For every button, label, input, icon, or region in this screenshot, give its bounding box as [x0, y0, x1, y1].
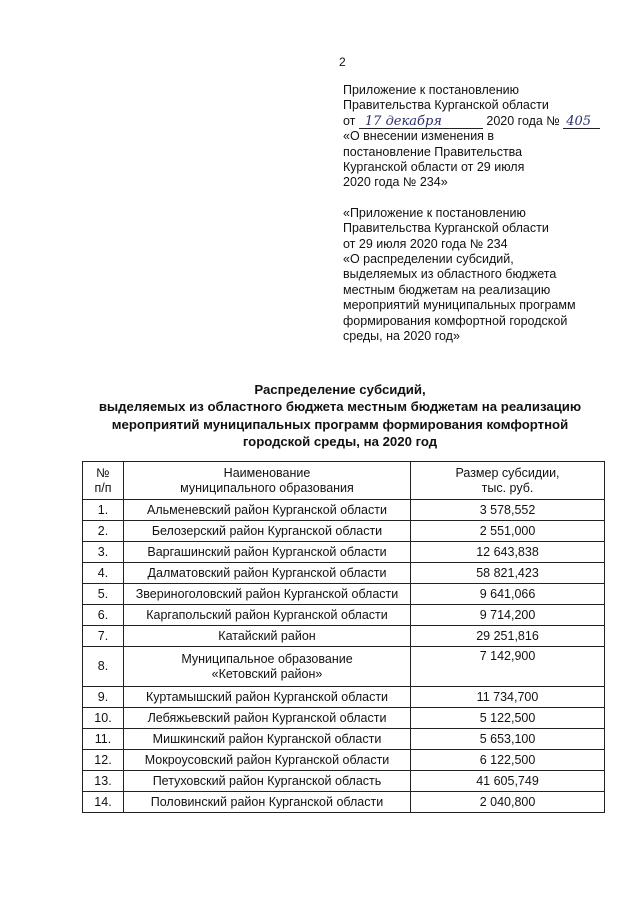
row-amount: 58 821,423 [411, 563, 605, 584]
appendix-date-line [343, 114, 613, 129]
table-row [83, 584, 605, 605]
header-number-line-2: п/п [94, 480, 112, 495]
row-amount: 41 605,749 [411, 771, 605, 792]
handwritten-date: 17 декабря [359, 115, 483, 129]
appendix-line-6: Курганской области от 29 июля [343, 160, 525, 175]
row-name: Каргапольский район Курганской области [124, 605, 411, 626]
row-name: Лебяжьевский район Курганской области [124, 708, 411, 729]
row-number: 1. [83, 500, 124, 521]
table-row [83, 542, 605, 563]
table-header-row [83, 462, 605, 500]
heading-line-4: городской среды, на 2020 год [242, 433, 438, 449]
row-amount: 6 122,500 [411, 750, 605, 771]
row-amount: 5 122,500 [411, 708, 605, 729]
row-number: 2. [83, 521, 124, 542]
row-number: 13. [83, 771, 124, 792]
table-row [83, 729, 605, 750]
row-amount: 2 551,000 [411, 521, 605, 542]
header-number-line-1: № [96, 465, 110, 480]
header-amount [411, 462, 605, 500]
appendix-line-4: «О внесении изменения в [343, 129, 495, 144]
original-appendix-line-2: Правительства Курганской области [343, 221, 549, 236]
row-name: Звериноголовский район Курганской области [124, 584, 411, 605]
appendix-block [343, 83, 613, 345]
row-name [124, 647, 411, 687]
row-amount: 29 251,816 [411, 626, 605, 647]
row-number: 4. [83, 563, 124, 584]
row-name: Половинский район Курганской области [124, 792, 411, 813]
row-name: Мишкинский район Курганской области [124, 729, 411, 750]
heading-line-1: Распределение субсидий, [254, 382, 426, 397]
original-appendix-line-9: среды, на 2020 год» [343, 329, 460, 344]
row-name-line-2: «Кетовский район» [211, 666, 323, 681]
row-amount: 7 142,900 [411, 647, 605, 687]
row-number: 7. [83, 626, 124, 647]
row-name: Куртамышский район Курганской области [124, 687, 411, 708]
header-amount-line-1: Размер субсидии, [455, 465, 560, 480]
row-name: Катайский район [124, 626, 411, 647]
table-row [83, 647, 605, 687]
original-appendix-line-6: местным бюджетам на реализацию [343, 282, 551, 297]
row-number: 11. [83, 729, 124, 750]
table-row [83, 521, 605, 542]
table-row [83, 792, 605, 813]
row-amount: 9 641,066 [411, 584, 605, 605]
header-name-line-2: муниципального образования [180, 480, 354, 495]
appendix-line-5: постановление Правительства [343, 144, 523, 159]
original-appendix-line-1: «Приложение к постановлению [343, 205, 526, 220]
date-prefix: от [343, 113, 356, 128]
row-amount: 12 643,838 [411, 542, 605, 563]
document-heading [60, 381, 620, 450]
row-name: Далматовский район Курганской области [124, 563, 411, 584]
appendix-line-2: Правительства Курганской области [343, 98, 549, 113]
header-number [83, 462, 124, 500]
row-number: 14. [83, 792, 124, 813]
table-row [83, 708, 605, 729]
row-number: 8. [83, 647, 124, 687]
appendix-line-1: Приложение к постановлению [343, 83, 519, 97]
original-appendix-line-5: выделяемых из областного бюджета [343, 267, 557, 282]
appendix-line-7: 2020 года № 234» [343, 175, 448, 190]
row-number: 12. [83, 750, 124, 771]
handwritten-number: 405 [563, 115, 600, 129]
table-row [83, 687, 605, 708]
original-appendix-line-7: мероприятий муниципальных программ [343, 298, 576, 313]
row-name: Белозерский район Курганской области [124, 521, 411, 542]
original-appendix-line-3: от 29 июля 2020 года № 234 [343, 236, 508, 251]
row-amount: 5 653,100 [411, 729, 605, 750]
row-name: Варгашинский район Курганской области [124, 542, 411, 563]
header-amount-line-2: тыс. руб. [481, 480, 534, 495]
heading-line-2: выделяемых из областного бюджета местным бюджетам на реализацию [98, 399, 582, 415]
row-number: 9. [83, 687, 124, 708]
row-amount: 2 040,800 [411, 792, 605, 813]
row-name-line-1: Муниципальное образование [181, 651, 353, 666]
row-amount: 9 714,200 [411, 605, 605, 626]
original-appendix-line-8: формирования комфортной городской [343, 313, 568, 328]
row-number: 10. [83, 708, 124, 729]
row-amount: 11 734,700 [411, 687, 605, 708]
table-row [83, 626, 605, 647]
table-row [83, 605, 605, 626]
table-row [83, 563, 605, 584]
row-number: 3. [83, 542, 124, 563]
heading-line-3: мероприятий муниципальных программ формирования комфортной [111, 416, 569, 432]
row-amount: 3 578,552 [411, 500, 605, 521]
row-name: Мокроусовский район Курганской области [124, 750, 411, 771]
row-number: 6. [83, 605, 124, 626]
header-name [124, 462, 411, 500]
date-suffix: 2020 года № [486, 113, 560, 128]
row-name: Петуховский район Курганской область [124, 771, 411, 792]
table-row [83, 500, 605, 521]
subsidy-table [82, 461, 605, 813]
table-row [83, 771, 605, 792]
table-row [83, 750, 605, 771]
row-number: 5. [83, 584, 124, 605]
page-number: 2 [339, 55, 346, 69]
row-name: Альменевский район Курганской области [124, 500, 411, 521]
original-appendix-line-4: «О распределении субсидий, [343, 252, 514, 267]
header-name-line-1: Наименование [223, 465, 311, 480]
